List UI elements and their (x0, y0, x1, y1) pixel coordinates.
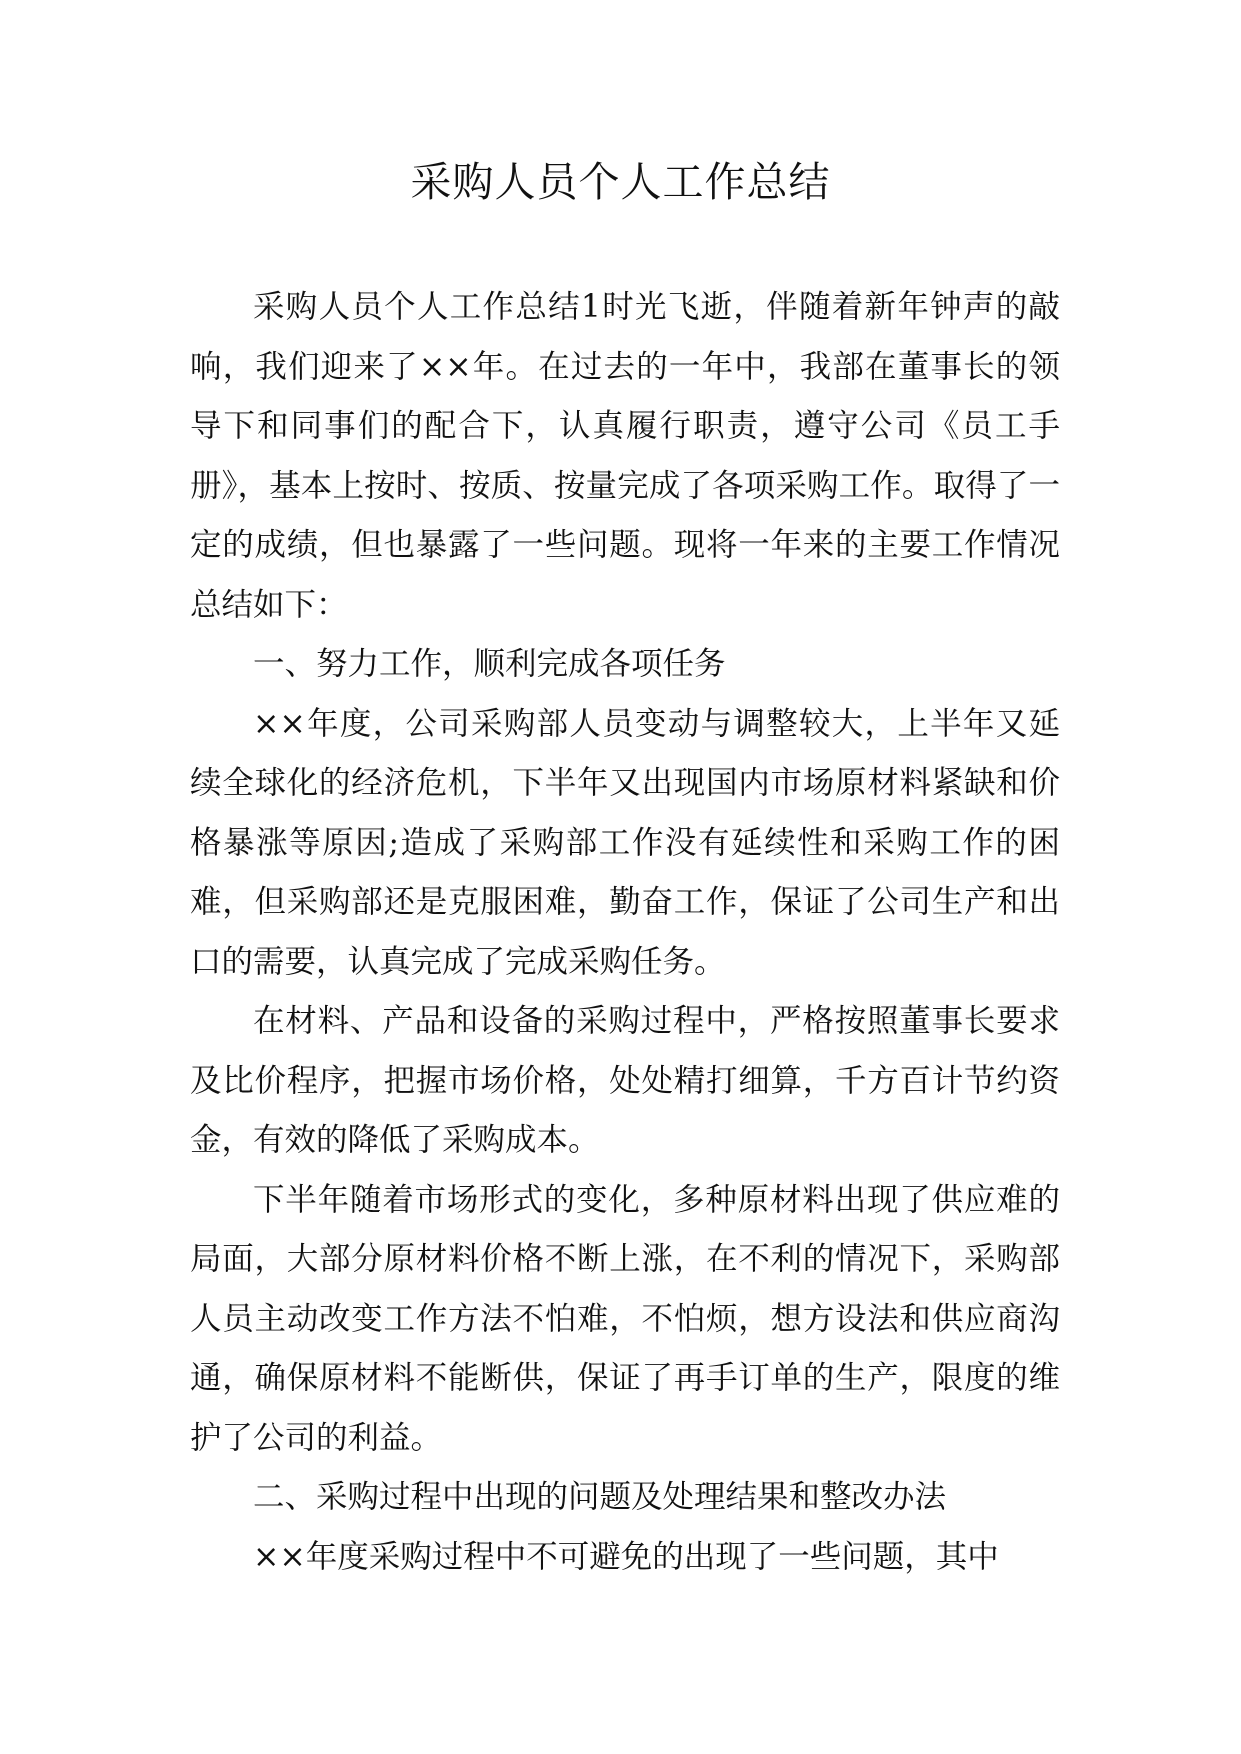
document-title: 采购人员个人工作总结 (410, 158, 831, 206)
section-heading-1: 一、努力工作，顺利完成各项任务 (253, 646, 726, 682)
paragraph-section-1-b: 在材料、产品和设备的采购过程中，严格按照董事长要求及比价程序，把握市场价格，处处精打细算，千方百计节约资金，有效的降低了采购成本。 (190, 1003, 1060, 1158)
document-body (190, 278, 1060, 1587)
paragraph-intro: 采购人员个人工作总结1时光飞逝，伴随着新年钟声的敲响，我们迎来了××年。在过去的一年中，我部在董事长的领导下和同事们的配合下，认真履行职责，遵守公司《员工手册》，基本上按时、按质、按量完成了各项采购工作。取得了一定的成绩，但也暴露了一些问题。现将一年来的主要工作情况总结如下： (190, 289, 1060, 623)
paragraph-section-2-a: ××年度采购过程中不可避免的出现了一些问题，其中 (253, 1538, 999, 1575)
paragraph-section-1-c: 下半年随着市场形式的变化，多种原材料出现了供应难的局面，大部分原材料价格不断上涨，在不利的情况下，采购部人员主动改变工作方法不怕难，不怕烦，想方设法和供应商沟通，确保原材料不能断供，保证了再手订单的生产，限度的维护了公司的利益。 (190, 1181, 1060, 1456)
section-heading-2: 二、采购过程中出现的问题及处理结果和整改办法 (253, 1479, 947, 1515)
paragraph-section-1-a: ××年度，公司采购部人员变动与调整较大，上半年又延续全球化的经济危机，下半年又出现国内市场原材料紧缺和价格暴涨等原因;造成了采购部工作没有延续性和采购工作的困难，但采购部还是克服困难，勤奋工作，保证了公司生产和出口的需要，认真完成了完成采购任务。 (190, 705, 1060, 980)
